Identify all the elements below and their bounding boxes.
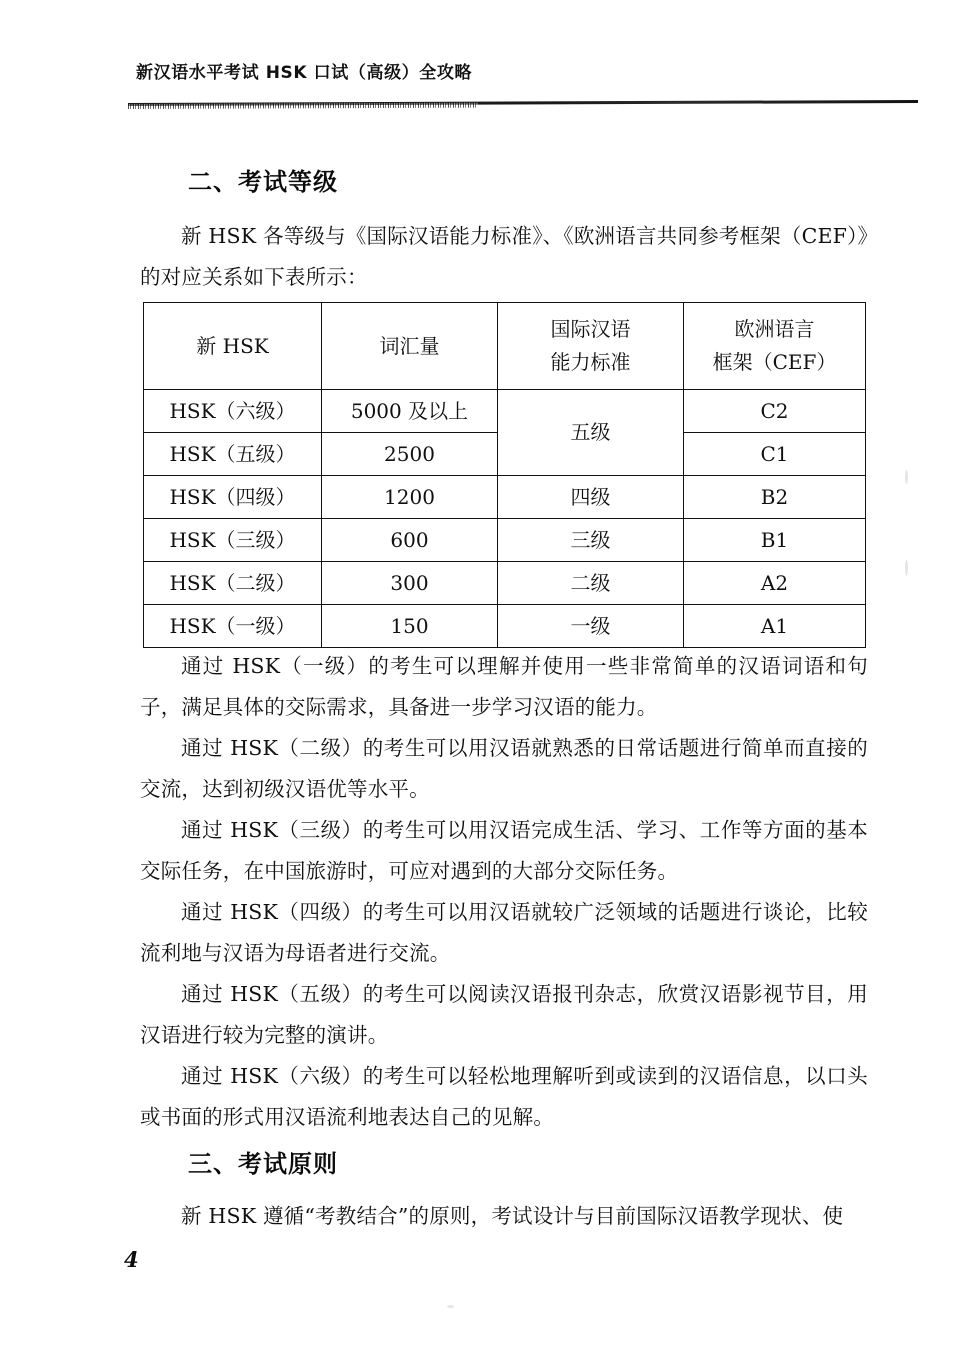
- cell-cef: C2: [684, 390, 866, 433]
- cell-cef: B2: [684, 476, 866, 519]
- col-header-chinese-standard-line2: 能力标准: [550, 350, 631, 374]
- cell-hsk-level: HSK（四级）: [144, 476, 322, 519]
- header-rule-grain: [128, 103, 478, 109]
- cell-hsk-level: HSK（二级）: [144, 562, 322, 605]
- cell-chinese-standard: 四级: [498, 476, 684, 519]
- cell-hsk-level: HSK（三级）: [144, 519, 322, 562]
- cell-vocabulary: 600: [322, 519, 498, 562]
- cell-hsk-level: HSK（一级）: [144, 605, 322, 648]
- cell-chinese-standard: 二级: [498, 562, 684, 605]
- table-header-row: [144, 303, 866, 390]
- section-heading-exam-levels: 二、考试等级: [188, 168, 338, 196]
- header-rule: [128, 100, 918, 109]
- cell-vocabulary: 300: [322, 562, 498, 605]
- cell-cef: A1: [684, 605, 866, 648]
- level-description-hsk6: 通过 HSK（六级）的考生可以轻松地理解听到或读到的汉语信息，以口头或书面的形式用汉语流利地表达自己的见解。: [140, 1064, 868, 1129]
- cell-cef: C1: [684, 433, 866, 476]
- level-description-hsk3: 通过 HSK（三级）的考生可以用汉语完成生活、学习、工作等方面的基本交际任务，在中国旅游时，可应对遇到的大部分交际任务。: [140, 818, 868, 883]
- section-heading-exam-principles: 三、考试原则: [188, 1150, 338, 1178]
- section-intro-exam-principles: 新 HSK 遵循“考教结合”的原则，考试设计与目前国际汉语教学现状、使: [181, 1204, 844, 1228]
- scan-speckle: [447, 1305, 454, 1308]
- hsk-level-table-container: [143, 302, 865, 648]
- level-description-hsk2: 通过 HSK（二级）的考生可以用汉语就熟悉的日常话题进行简单而直接的交流，达到初级汉语优等水平。: [140, 736, 868, 801]
- col-header-chinese-standard-line1: 国际汉语: [550, 317, 631, 341]
- cell-cef: A2: [684, 562, 866, 605]
- cell-vocabulary: 150: [322, 605, 498, 648]
- level-description-hsk5: 通过 HSK（五级）的考生可以阅读汉语报刊杂志，欣赏汉语影视节目，用汉语进行较为完整的演讲。: [140, 982, 868, 1047]
- col-header-cef: [684, 303, 866, 390]
- table-row: [144, 476, 866, 519]
- col-header-vocabulary: 词汇量: [322, 303, 498, 390]
- table-row: [144, 562, 866, 605]
- cell-cef: B1: [684, 519, 866, 562]
- cell-chinese-standard: 三级: [498, 519, 684, 562]
- cell-hsk-level: HSK（五级）: [144, 433, 322, 476]
- table-row: [144, 390, 866, 433]
- cell-chinese-standard: 一级: [498, 605, 684, 648]
- page-number: 4: [124, 1247, 139, 1272]
- scan-speckle: [905, 470, 908, 484]
- col-header-cef-line2: 框架（CEF）: [712, 350, 837, 374]
- level-description-hsk1: 通过 HSK（一级）的考生可以理解并使用一些非常简单的汉语词语和句子，满足具体的交际需求，具备进一步学习汉语的能力。: [140, 654, 868, 719]
- table-row: [144, 605, 866, 648]
- cell-vocabulary: 5000 及以上: [322, 390, 498, 433]
- level-description-hsk4: 通过 HSK（四级）的考生可以用汉语就较广泛领域的话题进行谈论，比较流利地与汉语为母语者进行交流。: [140, 900, 868, 965]
- col-header-cef-line1: 欧洲语言: [734, 317, 815, 341]
- section-intro-exam-levels: 新 HSK 各等级与《国际汉语能力标准》、《欧洲语言共同参考框架（CEF）》的对应关系如下表所示：: [140, 224, 868, 289]
- cell-hsk-level: HSK（六级）: [144, 390, 322, 433]
- cell-vocabulary: 1200: [322, 476, 498, 519]
- running-head: 新汉语水平考试 HSK 口试（高级）全攻略: [136, 63, 473, 83]
- col-header-chinese-standard: [498, 303, 684, 390]
- scan-speckle: [905, 560, 908, 576]
- cell-chinese-standard: 五级: [498, 390, 684, 476]
- cell-vocabulary: 2500: [322, 433, 498, 476]
- hsk-level-table: [143, 302, 866, 648]
- table-row: [144, 519, 866, 562]
- col-header-hsk: 新 HSK: [144, 303, 322, 390]
